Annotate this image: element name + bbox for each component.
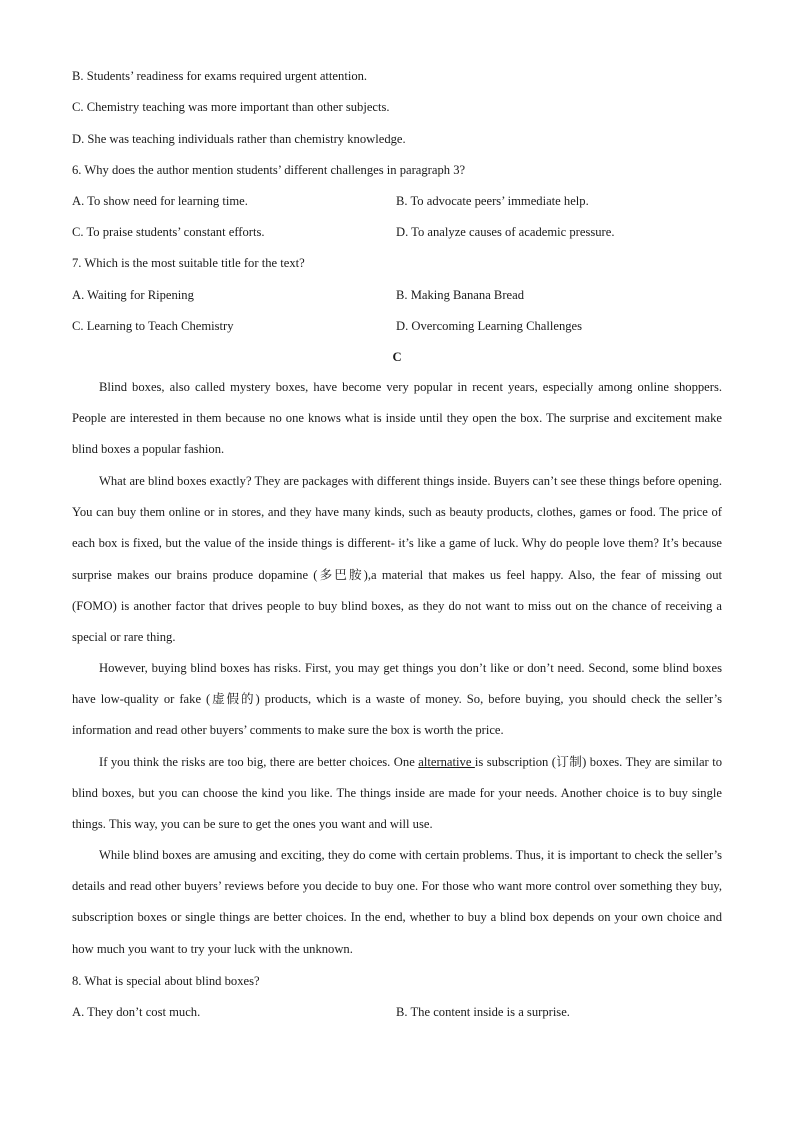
q5-option-c: C. Chemistry teaching was more important than other subjects.	[72, 100, 390, 114]
q6-option-b: B. To advocate peers’ immediate help.	[396, 194, 589, 208]
q6-option-d: D. To analyze causes of academic pressure.	[396, 225, 615, 239]
q7-option-a: A. Waiting for Ripening	[72, 288, 194, 302]
q7-option-b: B. Making Banana Bread	[396, 288, 525, 302]
q8-option-a: A. They don’t cost much.	[72, 1005, 201, 1019]
q6-option-a: A. To show need for learning time.	[72, 194, 248, 208]
q8-stem: 8. What is special about blind boxes?	[72, 974, 260, 988]
paragraph-2: What are blind boxes exactly? They are packages with different things inside. Buyers can’t see these things before opening. You can buy them online or in stores, and they have many kinds, such as beauty products, clothes, games or food. The price of each box is fixed, but the value of the inside things is different- it’s like a game of luck. Why do people love them? It’s because surprise makes our brains produce dopamine (多巴胺),a material that makes us feel happy. Also, the fear of missing out (FOMO) is another factor that drives people to buy blind boxes, as they do not want to miss out on the chance of receiving a special or rare thing.	[72, 474, 722, 645]
q6-option-c: C. To praise students’ constant efforts.	[72, 225, 265, 239]
paragraph-4-text-before: If you think the risks are too big, there are better choices. One	[99, 755, 419, 769]
q5-option-b: B. Students’ readiness for exams required urgent attention.	[72, 69, 368, 83]
q7-stem: 7. Which is the most suitable title for the text?	[72, 256, 305, 270]
section-heading: C	[392, 350, 402, 364]
paragraph-4	[72, 747, 722, 841]
paragraph-5: While blind boxes are amusing and exciting, they do come with certain problems. Thus, it is important to check the seller’s details and read other buyers’ reviews before you decide to buy one. For those who want more control over something they buy, subscription boxes or single things are better choices. In the end, whether to buy a blind box depends on your own choice and how much you want to try your luck with the unknown.	[72, 848, 722, 956]
underlined-word: alternative	[418, 755, 475, 769]
paragraph-1: Blind boxes, also called mystery boxes, have become very popular in recent years, especially among online shoppers. People are interested in them because no one knows what is inside until they open the box. The surprise and excitement make blind boxes a popular fashion.	[72, 380, 722, 457]
q8-option-b: B. The content inside is a surprise.	[396, 1005, 570, 1019]
paragraph-4-text-after: is subscription (订制) boxes. They are similar to blind boxes, but you can choose the kind you like. The things inside are made for your needs. Another choice is to buy single things. This way, you can be sure to get the ones you want and will use.	[72, 755, 723, 832]
q6-stem: 6. Why does the author mention students’ different challenges in paragraph 3?	[72, 163, 466, 177]
q5-option-d: D. She was teaching individuals rather than chemistry knowledge.	[72, 132, 406, 146]
paragraph-3: However, buying blind boxes has risks. First, you may get things you don’t like or don’t need. Second, some blind boxes have low-quality or fake (虚假的) products, which is a waste of money. So, before buying, you should check the seller’s information and read other buyers’ comments to make sure the box is worth the price.	[72, 661, 722, 738]
q7-option-c: C. Learning to Teach Chemistry	[72, 319, 234, 333]
q7-option-d: D. Overcoming Learning Challenges	[396, 319, 583, 333]
